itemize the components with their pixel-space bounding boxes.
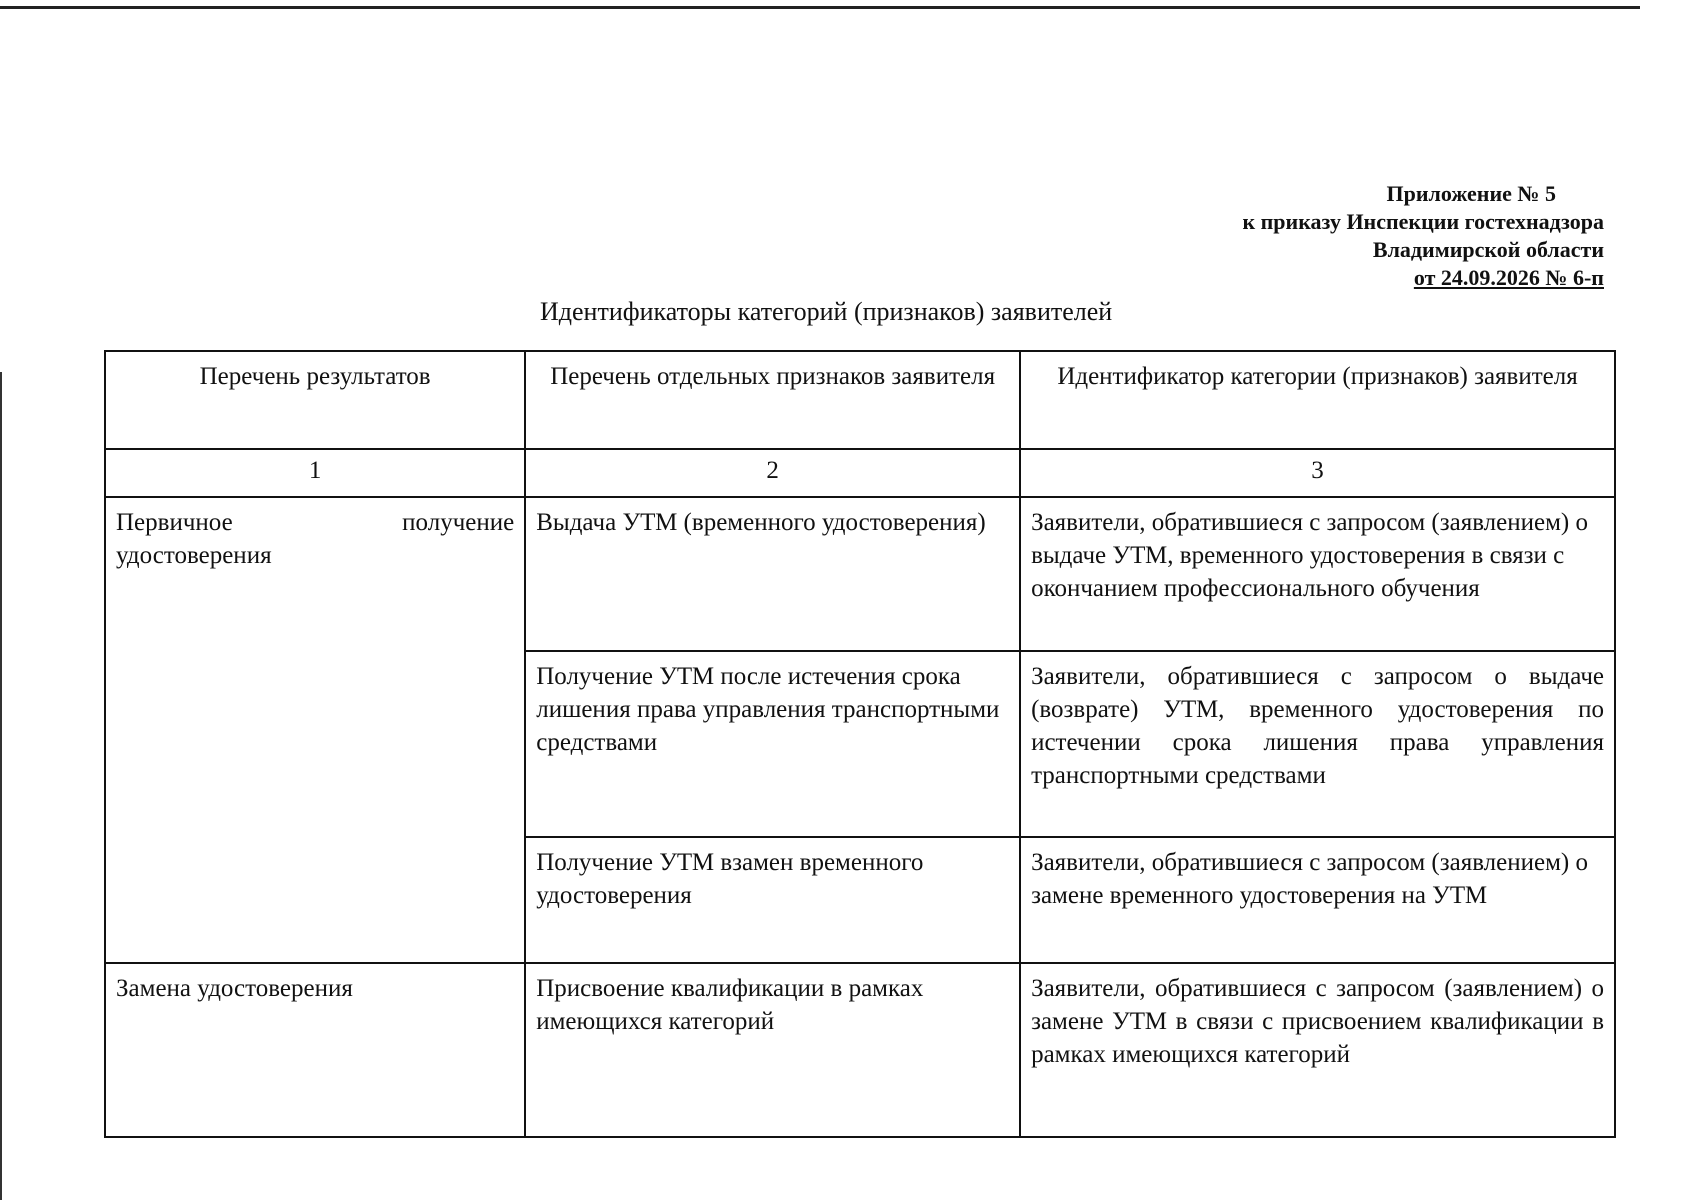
attachment-date: от 24.09.2026 № 6-п — [1413, 265, 1604, 290]
identifier-cell: Заявители, обратившиеся с запросом (заявлением) о замене временного удостоверения на УТМ — [1020, 837, 1615, 963]
sign-cell: Получение УТМ после истечения срока лишения права управления транспортными средствами — [525, 651, 1020, 837]
sign-cell: Получение УТМ взамен временного удостоверения — [525, 837, 1020, 963]
table-number-row — [105, 449, 1615, 497]
column-number-2: 2 — [525, 449, 1020, 497]
header-signs: Перечень отдельных признаков заявителя — [525, 351, 1020, 449]
table-row — [105, 497, 1615, 651]
attachment-region: Владимирской области — [1372, 237, 1604, 262]
scan-border-left — [0, 372, 2, 1200]
result-replacement: Замена удостоверения — [105, 963, 525, 1137]
identifier-cell: Заявители, обратившиеся с запросом (заявлением) о выдаче УТМ, временного удостоверения в связи с окончанием профессионального обучения — [1020, 497, 1615, 651]
identifier-cell: Заявители, обратившиеся с запросом о выдаче (возврате) УТМ, временного удостоверения по истечении срока лишения права управления транспортными средствами — [1020, 651, 1615, 837]
categories-table — [104, 350, 1616, 1138]
sign-cell: Присвоение квалификации в рамках имеющихся категорий — [525, 963, 1020, 1137]
table-header-row — [105, 351, 1615, 449]
identifier-cell: Заявители, обратившиеся с запросом (заявлением) о замене УТМ в связи с присвоением квалификации в рамках имеющихся категорий — [1020, 963, 1615, 1137]
sign-cell: Выдача УТМ (временного удостоверения) — [525, 497, 1020, 651]
result-primary-word2: получение — [402, 509, 515, 536]
scan-border-top — [0, 6, 1640, 9]
attachment-number: Приложение № 5 — [1386, 181, 1556, 206]
result-primary-word1: Первичное — [116, 509, 233, 536]
column-number-3: 3 — [1020, 449, 1615, 497]
attachment-block — [1242, 180, 1604, 292]
column-number-1: 1 — [105, 449, 525, 497]
header-results: Перечень результатов — [105, 351, 525, 449]
result-primary-word3: удостоверения — [116, 542, 272, 569]
attachment-order-ref: к приказу Инспекции гостехнадзора — [1242, 209, 1604, 234]
document-title: Идентификаторы категорий (признаков) заявителей — [540, 297, 1113, 326]
table-row — [105, 963, 1615, 1137]
header-identifier: Идентификатор категории (признаков) заявителя — [1020, 351, 1615, 449]
result-primary — [105, 497, 525, 963]
result-primary-line1 — [116, 506, 514, 539]
